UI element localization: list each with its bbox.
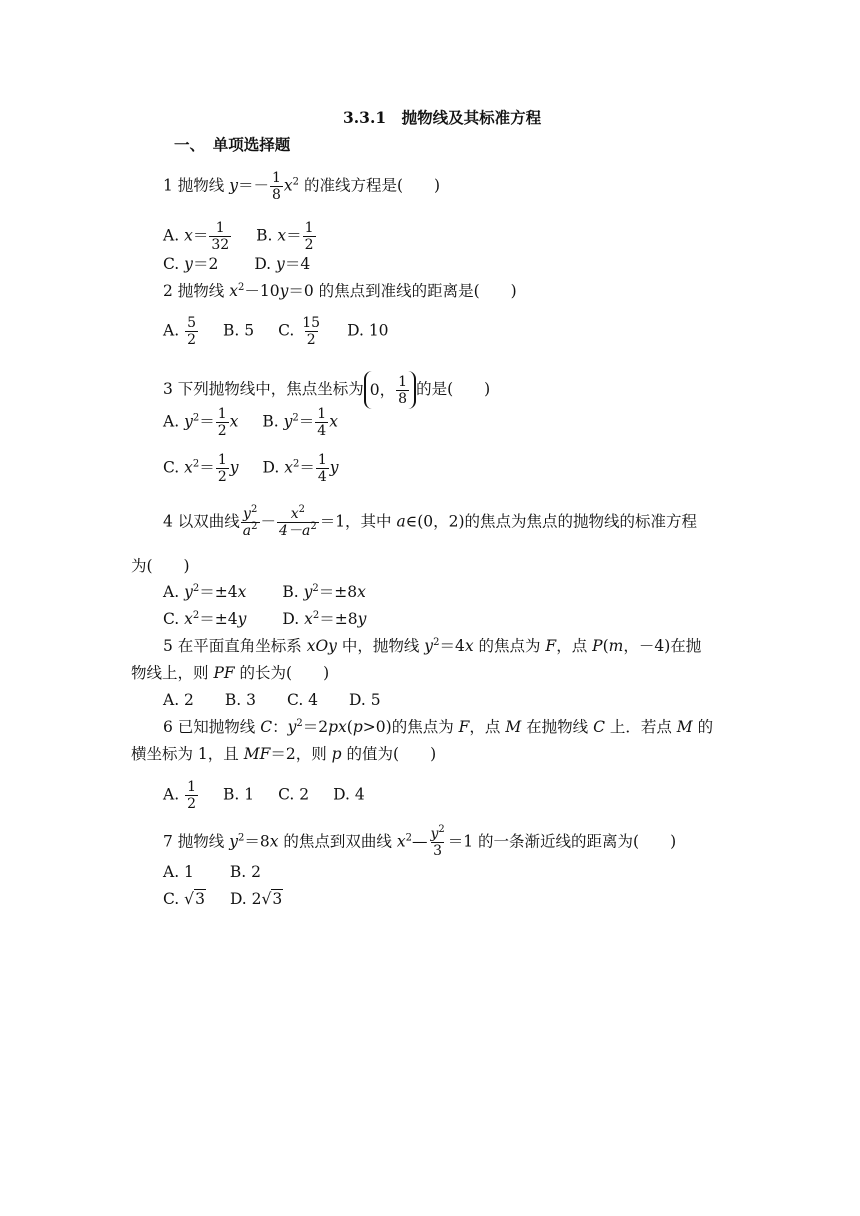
question-5: 5 在平面直角坐标系 xOy 中，抛物线 $y^2=4x$ 的焦点为 F，点 P(m，－4)在抛 <box>163 637 702 655</box>
fraction: $\frac{1}{8}$ <box>272 170 281 203</box>
question-3: 3 下列抛物线中，焦点坐标为 0， $\frac{1}{8}$ 的是( ) <box>163 371 490 409</box>
question-7-options-cd: C. √3 D. 2√3 <box>163 890 283 908</box>
question-7: 7 抛物线 $y^2=8x$ 的焦点到双曲线 $x^2—$ $\frac{y^2}{3}$ ＝1 的一条渐近线的距离为( ) <box>163 824 677 859</box>
question-4-continued: 为( ) <box>131 557 190 575</box>
focus-coordinate: 0， $\frac{1}{8}$ <box>364 371 416 409</box>
question-2: 2 抛物线 $x^2-10y=0$ 的焦点到准线的距离是( ) <box>163 282 517 300</box>
question-6-options: A. $\frac{1}{2}$ B. 1 C. 2 D. 4 <box>163 779 365 812</box>
question-4-options-ab: A. $y^2=\pm 4x$ B. $y^2=\pm 8x$ <box>163 583 366 601</box>
question-7-options-ab: A. 1 B. 2 <box>163 863 262 881</box>
sqrt-symbol: √3 <box>184 890 205 908</box>
question-2-options: A. $\frac{5}{2}$ B. 5 C. $\frac{15}{2}$ D. 10 <box>163 315 389 348</box>
question-3-options-ab: A. $y^2=$ $\frac{1}{2}$ x B. $y^2=$ $\frac{1}{4}$ x <box>163 406 338 439</box>
page-title: 3.3.1 抛物线及其标准方程 <box>343 108 542 127</box>
question-1-options-ab: A. x＝ $\frac{1}{32}$ B. x＝ $\frac{1}{2}$ <box>163 220 314 253</box>
question-5-options: A. 2 B. 3 C. 4 D. 5 <box>163 691 381 709</box>
question-3-options-cd: C. $x^2=$ $\frac{1}{2}$ y D. $x^2=$ $\frac{1}{4}$ y <box>163 452 339 485</box>
question-1: 1 抛物线 y＝－ $\frac{1}{8}$ $x^2$ 的准线方程是( ) <box>163 170 441 203</box>
section-heading: 一、 单项选择题 <box>174 135 291 154</box>
question-6: 6 已知抛物线 C：$y^2=2px(p>0)$的焦点为 F，点 M 在抛物线 C 上．若点 M 的 <box>163 718 714 736</box>
question-1-options-cd: C. y＝2 D. y＝4 <box>163 255 311 273</box>
question-4: 4 以双曲线 $\frac{y^2}{a^2}$ － $\frac{x^2}{4-a^2}$ ＝1，其中 a∈(0，2)的焦点为焦点的抛物线的标准方程 <box>163 504 698 539</box>
sqrt-symbol: √3 <box>261 890 283 908</box>
question-5-continued: 物线上，则 PF 的长为( ) <box>131 664 330 682</box>
question-4-options-cd: C. $x^2=\pm 4y$ D. $x^2=\pm 8y$ <box>163 610 367 628</box>
question-6-continued: 横坐标为 1，且 MF＝2，则 p 的值为( ) <box>131 745 437 763</box>
